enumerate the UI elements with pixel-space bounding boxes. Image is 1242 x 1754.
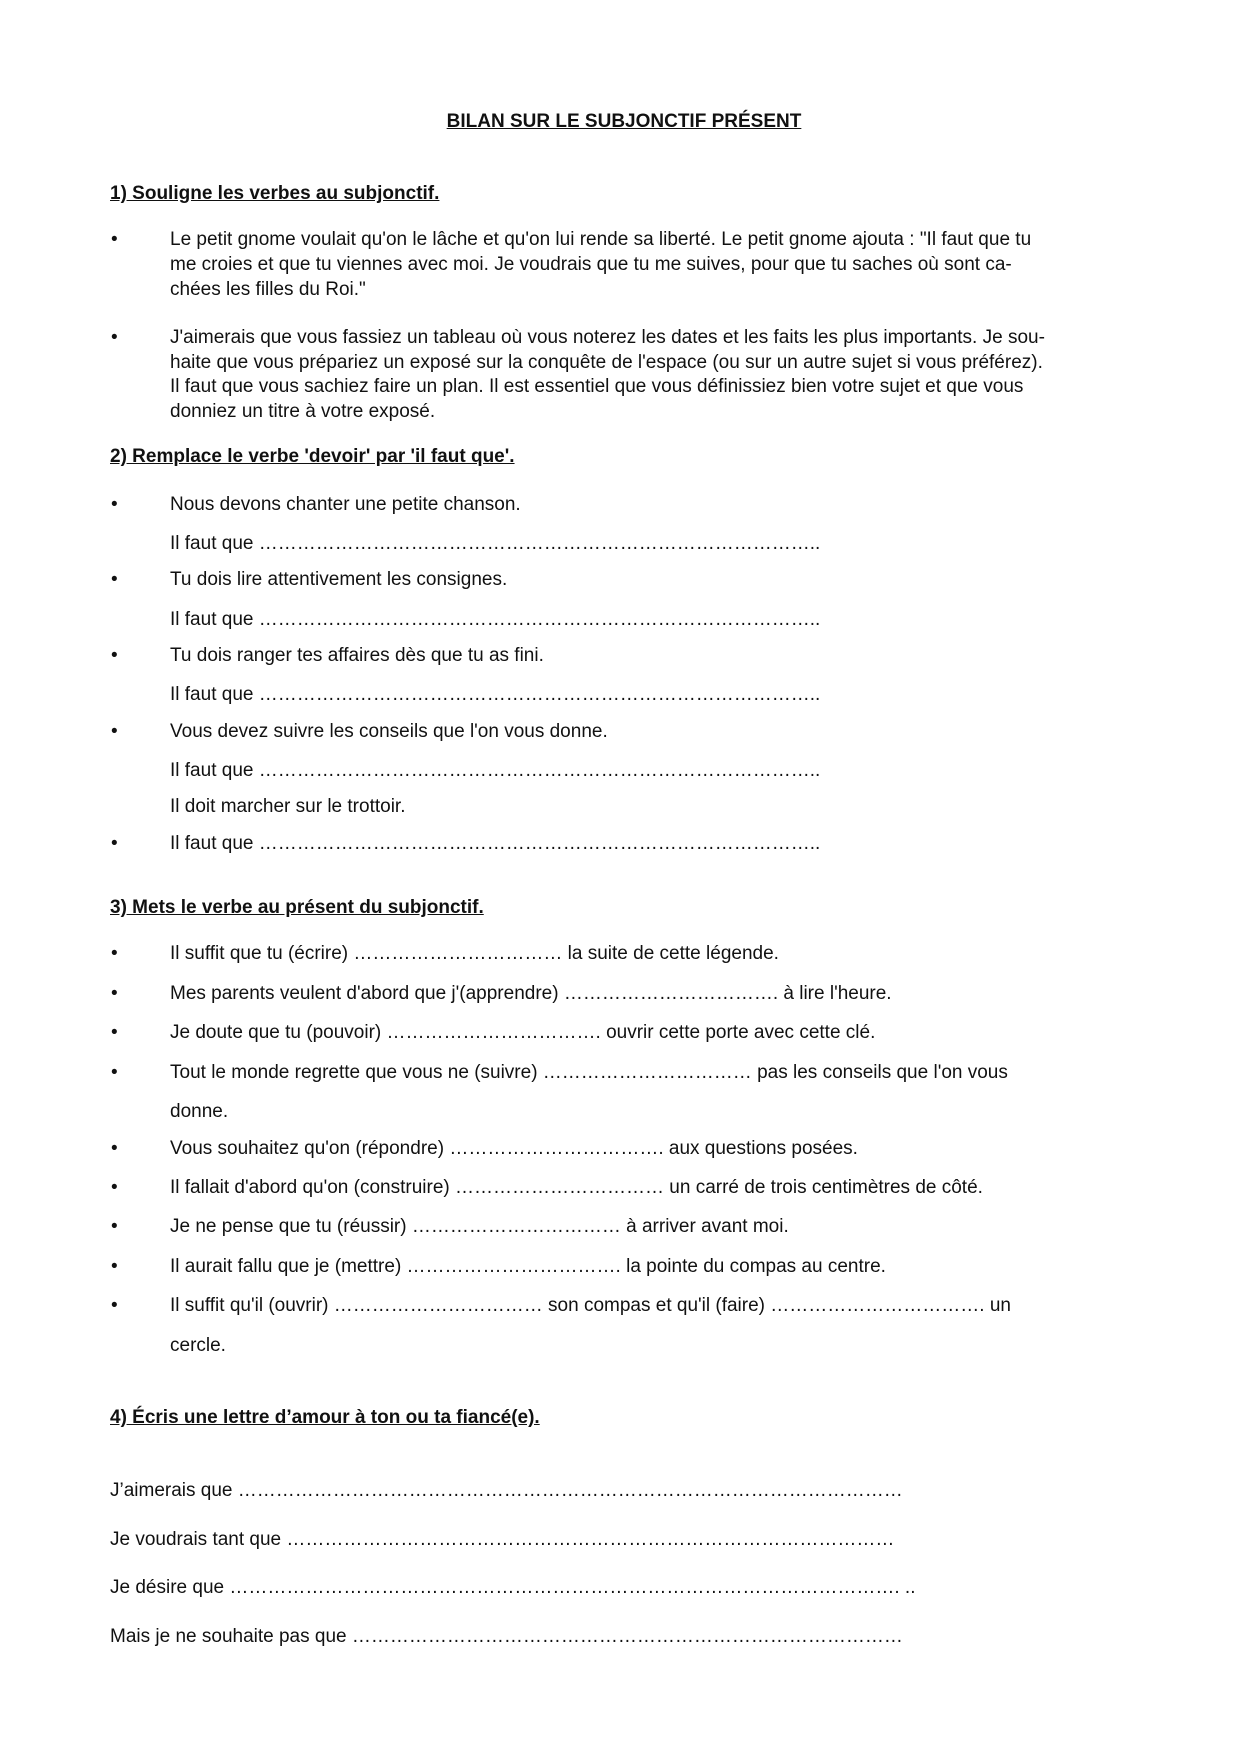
exercise-line: Il suffit qu'il (ouvrir) …………………………… son compas et qu'il (faire) ……………………………. un xyxy=(170,1295,1011,1316)
exercise-sentence: Vous devez suivre les conseils que l'on vous donne. xyxy=(170,721,608,742)
paragraph-line: Le petit gnome voulait qu'on le lâche et qu'on lui rende sa liberté. Le petit gnome ajouta : "Il faut que tu xyxy=(170,229,1032,250)
exercise-line: Je ne pense que tu (réussir) …………………………… à arriver avant moi. xyxy=(170,1216,789,1237)
exercise-sentence: Il doit marcher sur le trottoir. xyxy=(170,796,406,817)
paragraph-line: donniez un titre à votre exposé. xyxy=(170,401,436,422)
exercise-line: Il aurait fallu que je (mettre) ……………………………. la pointe du compas au centre. xyxy=(170,1256,886,1277)
letter-line: Je voudrais tant que …………………………………………………………………………………… xyxy=(110,1529,895,1550)
paragraph-line: haite que vous prépariez un exposé sur la conquête de l'espace (ou sur un autre sujet si vous préférez). xyxy=(170,352,1043,373)
bullet: • xyxy=(111,569,118,590)
bullet: • xyxy=(111,983,118,1004)
letter-line: Mais je ne souhaite pas que …………………………………………………………………………… xyxy=(110,1626,903,1647)
paragraph-line: me croies et que tu viennes avec moi. Je voudrais que tu me suives, pour que tu saches où sont ca- xyxy=(170,254,1012,275)
bullet: • xyxy=(111,833,118,854)
paragraph-line: Il faut que vous sachiez faire un plan. Il est essentiel que vous définissiez bien votre sujet et que vous xyxy=(170,376,1024,397)
bullet: • xyxy=(111,229,118,250)
exercise-line: Il suffit que tu (écrire) …………………………… la suite de cette légende. xyxy=(170,943,779,964)
exercise-sentence: Nous devons chanter une petite chanson. xyxy=(170,494,521,515)
bullet: • xyxy=(111,1256,118,1277)
bullet: • xyxy=(111,494,118,515)
exercise-sentence: Tu dois ranger tes affaires dès que tu as fini. xyxy=(170,645,544,666)
exercise-line: Je doute que tu (pouvoir) ……………………………. ouvrir cette porte avec cette clé. xyxy=(170,1022,876,1043)
exercise-line: donne. xyxy=(170,1101,229,1122)
exercise-line: Vous souhaitez qu'on (répondre) ……………………………. aux questions posées. xyxy=(170,1138,858,1159)
exercise-line: Mes parents veulent d'abord que j'(apprendre) ……………………………. à lire l'heure. xyxy=(170,983,892,1004)
bullet: • xyxy=(111,721,118,742)
paragraph-line: chées les filles du Roi." xyxy=(170,279,366,300)
answer-line: Il faut que …………………………………………………………………………….. xyxy=(170,833,821,854)
section-2-heading: 2) Remplace le verbe 'devoir' par 'il faut que'. xyxy=(110,446,515,467)
bullet: • xyxy=(111,1295,118,1316)
page-title: BILAN SUR LE SUBJONCTIF PRÉSENT xyxy=(446,111,802,132)
letter-line: J’aimerais que …………………………………………………………………………………………… xyxy=(110,1480,903,1501)
bullet: • xyxy=(111,1022,118,1043)
bullet: • xyxy=(111,1216,118,1237)
exercise-line: Il fallait d'abord qu'on (construire) …………………………… un carré de trois centimètres de côté. xyxy=(170,1177,983,1198)
bullet: • xyxy=(111,1138,118,1159)
bullet: • xyxy=(111,1177,118,1198)
bullet: • xyxy=(111,1062,118,1083)
bullet: • xyxy=(111,943,118,964)
exercise-sentence: Tu dois lire attentivement les consignes. xyxy=(170,569,508,590)
letter-line: Je désire que ……………………………………………………………………………………………. .. xyxy=(110,1577,916,1598)
section-1-heading: 1) Souligne les verbes au subjonctif. xyxy=(110,183,440,204)
answer-line: Il faut que …………………………………………………………………………….. xyxy=(170,760,821,781)
bullet: • xyxy=(111,327,118,348)
section-3-heading: 3) Mets le verbe au présent du subjonctif. xyxy=(110,897,484,918)
answer-line: Il faut que …………………………………………………………………………….. xyxy=(170,684,821,705)
answer-line: Il faut que …………………………………………………………………………….. xyxy=(170,533,821,554)
bullet: • xyxy=(111,645,118,666)
paragraph-line: J'aimerais que vous fassiez un tableau où vous noterez les dates et les faits les plus importants. Je sou- xyxy=(170,327,1045,348)
exercise-line: cercle. xyxy=(170,1335,226,1356)
exercise-line: Tout le monde regrette que vous ne (suivre) …………………………… pas les conseils que l'on vous xyxy=(170,1062,1008,1083)
answer-line: Il faut que …………………………………………………………………………….. xyxy=(170,609,821,630)
section-4-heading: 4) Écris une lettre d’amour à ton ou ta fiancé(e). xyxy=(110,1407,540,1428)
